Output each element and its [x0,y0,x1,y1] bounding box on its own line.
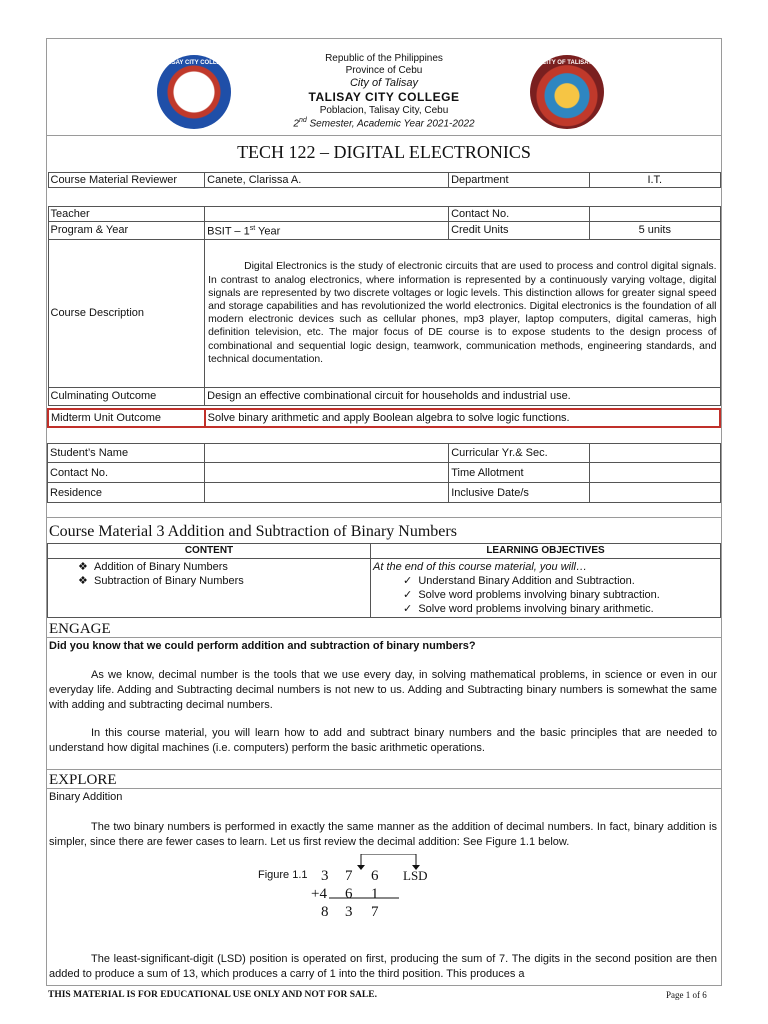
material-top-divider [47,517,721,518]
city-seal-text: CITY OF TALISAY [542,60,592,66]
material-title: Course Material 3 Addition and Subtraction of Binary Numbers [49,523,457,540]
figure-arrows-icon [311,854,461,924]
figure-digit: 3 [321,868,329,884]
residence-label: Residence [48,483,205,503]
header-semester: 2nd Semester, Academic Year 2021-2022 [293,117,475,130]
time-allotment-label: Time Allotment [449,463,590,483]
objectives-intro: At the end of this course material, you will… [373,561,587,573]
description-label: Course Description [48,239,205,387]
engage-heading: ENGAGE [49,621,111,637]
dates-field[interactable] [590,483,721,503]
explore-top-divider [47,769,721,770]
figure-decimal-addition [311,854,461,924]
figure-digit: 7 [345,868,353,884]
figure-digit: 8 [321,904,329,920]
engage-divider [47,637,721,638]
reviewer-label: Course Material Reviewer [48,173,205,188]
contact-label: Contact No. [449,207,590,222]
objectives-header: LEARNING OBJECTIVES [371,544,721,559]
department-label: Department [449,173,590,188]
student-info-table [47,443,721,503]
header-city: City of Talisay [349,77,419,89]
teacher-label: Teacher [48,207,205,222]
content-list [48,559,371,618]
engage-paragraph-1: As we know, decimal number is the tools that we use every day, in solving mathematical problems, in science or even in our everyday life. Adding and Subtracting decimal numbers is not new to us. Adding and Subtracting binary numbers is somewhat the same with adding and subtracting decimal numbers. [49,669,717,711]
figure-digit: +4 [311,886,327,902]
binary-addition-subheading: Binary Addition [49,791,123,803]
student-contact-field[interactable] [205,463,449,483]
curricular-field[interactable] [590,444,721,463]
teacher-value [205,207,449,222]
figure-digit: 6 [371,868,379,884]
figure-lsd-label: LSD [403,868,428,883]
course-title: TECH 122 – DIGITAL ELECTRONICS [237,142,531,162]
figure-digit: 3 [345,904,353,920]
culminating-value: Design an effective combinational circuit for households and industrial use. [205,387,720,405]
objective-item: ✓ Solve word problems involving binary arithmetic. [403,603,654,615]
department-value: I.T. [590,173,720,188]
program-label: Program & Year [48,222,205,240]
residence-field[interactable] [205,483,449,503]
college-seal-text: TALISAY CITY COLLEGE [158,60,230,66]
explore-divider [47,788,721,789]
engage-question: Did you know that we could perform addition and subtraction of binary numbers? [49,640,476,652]
figure-digit: 6 [345,886,353,902]
student-name-field[interactable] [205,444,449,463]
dates-label: Inclusive Date/s [449,483,590,503]
objectives-list [371,559,721,618]
description-text: Digital Electronics is the study of electronic circuits that are used to process and control digital signals. In contrast to analog electronics, where information is represented by a continuously varying voltage, digital signals are represented by two discrete voltages or logic levels. This distinction allows for greater signal speed and storage capabilities and has revolutionized the world electronics. Digital electronics is the foundation of all modern electronic devices such as cellular phones, mp3 player, laptop computers, digital cameras, high definition television, etc. The major focus of DE course is to expose students to the design process of combinational and sequential logic design, teamwork, communication methods, engineering standards, and technical documentation. [205,239,720,387]
culminating-label: Culminating Outcome [48,387,205,405]
content-item: ❖ Subtraction of Binary Numbers [78,575,244,587]
midterm-label: Midterm Unit Outcome [48,409,205,427]
objective-item: ✓ Understand Binary Addition and Subtraction. [403,575,635,587]
credit-value: 5 units [590,222,720,240]
objectives-table [47,543,721,618]
objective-item: ✓ Solve word problems involving binary subtraction. [403,589,660,601]
footer-notice: THIS MATERIAL IS FOR EDUCATIONAL USE ONLY AND NOT FOR SALE. [48,990,377,1000]
figure-digit: 1 [371,886,379,902]
engage-paragraph-2: In this course material, you will learn how to add and subtract binary numbers and the basic principles that are needed to understand how digital machines (i.e. computers) perform the basic arithmetic operations. [49,727,717,754]
page-number: Page 1 of 6 [666,990,707,1000]
curricular-label: Curricular Yr.& Sec. [449,444,590,463]
header-college-name: TALISAY CITY COLLEGE [308,90,460,104]
student-name-label: Student’s Name [48,444,205,463]
content-item: ❖ Addition of Binary Numbers [78,561,228,573]
explore-paragraph-2: The least-significant-digit (LSD) position is operated on first, producing the sum of 7. The digits in the second position are then added to produce a sum of 13, which produces a carry of 1 into the third position. This produces a [49,953,717,980]
header-address: Poblacion, Talisay City, Cebu [319,105,449,116]
midterm-value: Solve binary arithmetic and apply Boolean algebra to solve logic functions. [205,409,720,427]
program-value: BSIT – 1st Year [205,222,449,240]
course-info-table [47,172,721,428]
header-divider [47,135,721,136]
figure-label: Figure 1.1 [258,869,308,881]
header-province: Province of Cebu [345,65,423,76]
figure-digit: 7 [371,904,379,920]
student-contact-label: Contact No. [48,463,205,483]
document-page [46,38,722,986]
reviewer-value: Canete, Clarissa A. [205,173,449,188]
content-header: CONTENT [48,544,371,559]
contact-value [590,207,720,222]
explore-heading: EXPLORE [49,772,117,788]
explore-paragraph-1: The two binary numbers is performed in exactly the same manner as the addition of decimal numbers. In fact, binary addition is simpler, since there are fewer cases to learn. Let us first review the decimal addition: See Figure 1.1 below. [49,821,717,848]
time-allotment-field[interactable] [590,463,721,483]
credit-label: Credit Units [449,222,590,240]
header-republic: Republic of the Philippines [325,53,443,64]
